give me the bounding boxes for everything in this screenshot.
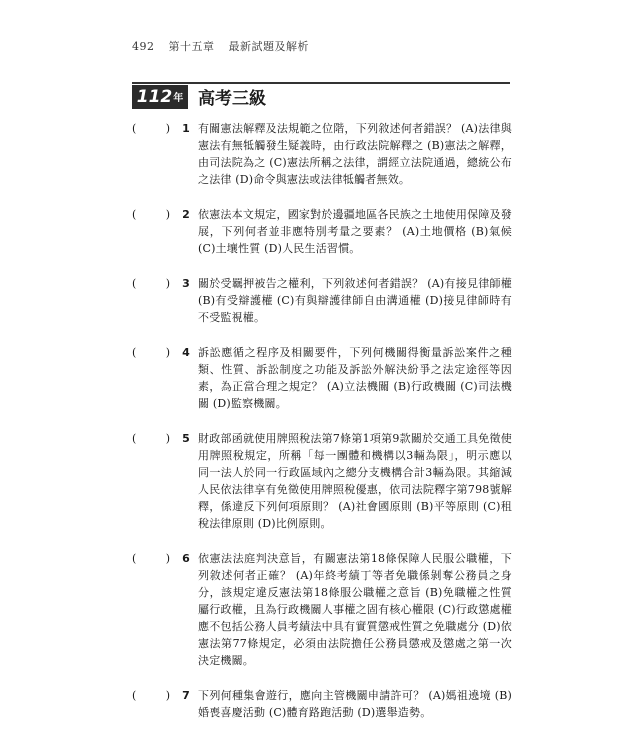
exam-title: 高考三級 bbox=[198, 89, 266, 109]
answer-slot bbox=[132, 206, 174, 257]
question-text: 下列何種集會遊行，應向主管機關申請許可？ (A)媽祖遶境 (B)婚喪喜慶活動 (C)體育路跑活動 (D)選舉造勢。 bbox=[198, 689, 512, 719]
answer-slot-close: ) bbox=[165, 689, 170, 702]
question-item bbox=[132, 275, 512, 326]
chapter-label: 第十五章 bbox=[168, 40, 215, 53]
answer-slot-close: ) bbox=[165, 208, 170, 221]
answer-slot-open: ( bbox=[132, 208, 137, 221]
answer-slot bbox=[132, 687, 174, 721]
question-text: 財政部函就使用牌照稅法第7條第1項第9款關於交通工具免徵使用牌照稅規定，所稱「每一團體和機構以3輛為限」，明示應以同一法人於同一行政區域內之總分支機構合計3輛為限。其縮減人民依法律享有免徵使用牌照稅優惠，依司法院釋字第798號解釋，係違反下列何項原則？ (A)社會國原則 (B)平等原則 (C)租稅法律原則 (D)比例原則。 bbox=[198, 432, 512, 530]
answer-slot bbox=[132, 275, 174, 326]
question-number: 4 bbox=[182, 346, 190, 359]
answer-slot-open: ( bbox=[132, 277, 137, 290]
page-header bbox=[132, 38, 319, 54]
question-text: 關於受羈押被告之權利，下列敘述何者錯誤？ (A)有接見律師權 (B)有受辯護權 (C)有與辯護律師自由溝通權 (D)接見律師時有不受監視權。 bbox=[198, 277, 512, 324]
question-item bbox=[132, 430, 512, 532]
answer-slot bbox=[132, 120, 174, 188]
question-item bbox=[132, 206, 512, 257]
answer-slot-open: ( bbox=[132, 689, 137, 702]
question-text: 訴訟應循之程序及相關要件，下列何機關得衡量訴訟案件之種類、性質、訴訟制度之功能及訴訟外解決紛爭之法定途徑等因素，為正當合理之規定？ (A)立法機關 (B)行政機關 (C)司法機關 (D)監察機關。 bbox=[198, 346, 512, 410]
answer-slot-open: ( bbox=[132, 346, 137, 359]
page-number: 492 bbox=[132, 40, 155, 53]
question-item bbox=[132, 120, 512, 188]
exam-banner bbox=[132, 84, 266, 109]
question-number: 5 bbox=[182, 432, 190, 445]
answer-slot-close: ) bbox=[165, 122, 170, 135]
answer-slot bbox=[132, 550, 174, 669]
answer-slot-open: ( bbox=[132, 432, 137, 445]
question-item bbox=[132, 550, 512, 669]
question-text: 有關憲法解釋及法規範之位階，下列敘述何者錯誤？ (A)法律與憲法有無牴觸發生疑義時，由行政法院解釋之 (B)憲法之解釋，由司法院為之 (C)憲法所稱之法律，謂經立法院通過，總統公布之法律 (D)命令與憲法或法律牴觸者無效。 bbox=[198, 122, 512, 186]
answer-slot-open: ( bbox=[132, 552, 137, 565]
answer-slot-close: ) bbox=[165, 552, 170, 565]
answer-slot-close: ) bbox=[165, 346, 170, 359]
question-number: 6 bbox=[182, 552, 190, 565]
answer-slot-open: ( bbox=[132, 122, 137, 135]
question-number: 3 bbox=[182, 277, 190, 290]
answer-slot bbox=[132, 344, 174, 412]
exam-year: 112 bbox=[136, 86, 173, 107]
answer-slot bbox=[132, 430, 174, 532]
question-item bbox=[132, 687, 512, 721]
question-text: 依憲法本文規定，國家對於邊疆地區各民族之土地使用保障及發展，下列何者並非應特別考量之要素？ (A)土地價格 (B)氣候 (C)土壤性質 (D)人民生活習慣。 bbox=[198, 208, 512, 255]
question-number: 2 bbox=[182, 208, 190, 221]
question-text: 依憲法法庭判決意旨，有關憲法第18條保障人民服公職權，下列敘述何者正確？ (A)年終考績丁等者免職係剝奪公務員之身分，該規定違反憲法第18條服公職權之意旨 (B)免職權之性質屬行政權，且為行政機關人事權之固有核心權限 (C)行政懲處權應不包括公務人員考績法中具有實質懲戒性質之免職處分 (D)依憲法第77條規定，必須由法院擔任公務員懲戒及懲處之第一次決定機關。 bbox=[198, 552, 512, 667]
question-item bbox=[132, 344, 512, 412]
section-label: 最新試題及解析 bbox=[228, 40, 309, 53]
exam-year-badge bbox=[132, 85, 188, 109]
question-list bbox=[132, 120, 512, 739]
question-number: 7 bbox=[182, 689, 190, 702]
answer-slot-close: ) bbox=[165, 432, 170, 445]
exam-year-suffix: 年 bbox=[173, 93, 184, 104]
question-number: 1 bbox=[182, 122, 190, 135]
answer-slot-close: ) bbox=[165, 277, 170, 290]
